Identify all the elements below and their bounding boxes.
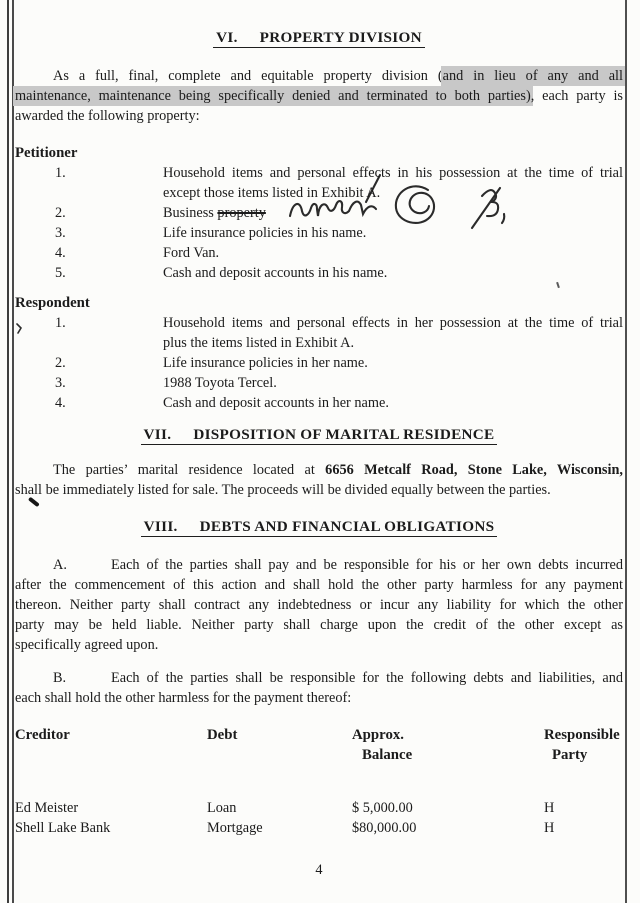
- residence-paragraph: [15, 460, 623, 500]
- page-border-right: [625, 0, 627, 903]
- petitioner-label: Petitioner: [15, 145, 78, 161]
- debt-table-rows: [15, 798, 623, 838]
- highlighted-text: maintenance, maintenance being specifically denied and terminated to both parties): [15, 88, 531, 104]
- document-content: [15, 0, 623, 880]
- list-item: [15, 313, 623, 353]
- respondent-list: [15, 313, 623, 413]
- table-row: [15, 798, 623, 818]
- paragraph-line: awarded the following property:: [15, 108, 200, 124]
- paragraph-line: party may be held liable. Neither party shall charge upon the credit of the other except as: [15, 617, 623, 633]
- struck-out-word: property: [217, 205, 266, 221]
- list-item-number: 2.: [55, 355, 66, 371]
- column-header-party: Responsible Party: [544, 727, 620, 763]
- cell-party: H: [544, 820, 555, 836]
- paragraph-line: As a full, final, complete and equitable property division (and in lieu of any and all: [53, 68, 623, 84]
- paragraph-line: thereon. Neither party shall contract any indebtedness or incur any liability for which the other: [15, 597, 623, 613]
- section-number: VIII.: [143, 518, 178, 535]
- list-item: [15, 163, 623, 203]
- page-number: 4: [315, 862, 323, 878]
- list-item-number: 4.: [55, 395, 66, 411]
- highlighted-text: and in lieu of any and all: [442, 68, 623, 84]
- list-item-text: 1988 Toyota Tercel.: [163, 375, 277, 391]
- paragraph-line: maintenance, maintenance being specifically denied and terminated to both parties), each party is: [15, 88, 623, 104]
- paragraph-label: A.: [53, 557, 67, 573]
- cell-balance: $80,000.00: [352, 820, 417, 836]
- section-heading-viii: [15, 517, 623, 537]
- section-number: VII.: [143, 426, 172, 443]
- cell-balance: $ 5,000.00: [352, 800, 413, 816]
- list-item: [15, 223, 623, 243]
- section-title: DEBTS AND FINANCIAL OBLIGATIONS: [199, 518, 495, 535]
- list-item: [15, 353, 623, 373]
- debts-paragraph-b: [15, 668, 623, 708]
- list-item: [15, 263, 623, 283]
- respondent-label: Respondent: [15, 295, 90, 311]
- debts-paragraph-a: [15, 555, 623, 655]
- list-item-text: Ford Van.: [163, 245, 220, 261]
- list-item-number: 3.: [55, 375, 66, 391]
- list-item-text: Business property: [163, 205, 266, 221]
- page-border-left-inner: [12, 0, 14, 903]
- debt-table-header: [15, 725, 623, 765]
- list-item-text: Life insurance policies in her name.: [163, 355, 368, 371]
- paragraph-line: B. Each of the parties shall be responsible for the following debts and liabilities, and: [53, 670, 623, 686]
- paragraph-line: each shall hold the other harmless for the payment thereof:: [15, 690, 352, 706]
- cell-creditor: Ed Meister: [15, 800, 79, 816]
- list-item-number: 3.: [55, 225, 66, 241]
- paragraph-line: shall be immediately listed for sale. The proceeds will be divided equally between the parties.: [15, 482, 551, 498]
- page-border-left-outer: [7, 0, 9, 903]
- section-heading-vi: [15, 28, 623, 48]
- list-item-number: 5.: [55, 265, 66, 281]
- list-item-number: 1.: [55, 315, 66, 331]
- list-item-text: Life insurance policies in his name.: [163, 225, 367, 241]
- column-header-creditor: Creditor: [15, 727, 70, 743]
- list-item-text: Cash and deposit accounts in her name.: [163, 395, 389, 411]
- list-item-number: 1.: [55, 165, 66, 181]
- section-title: PROPERTY DIVISION: [259, 29, 422, 46]
- list-item: [15, 243, 623, 263]
- list-item-text: plus the items listed in Exhibit A.: [163, 335, 355, 351]
- cell-debt: Loan: [207, 800, 237, 816]
- list-item: [15, 373, 623, 393]
- section-heading-vii: [15, 425, 623, 445]
- paragraph-label: B.: [53, 670, 67, 686]
- list-item-text: Household items and personal effects in his possession at the time of trial: [163, 165, 623, 181]
- paragraph-line: The parties’ marital residence located at 6656 Metcalf Road, Stone Lake, Wisconsin,: [53, 462, 623, 478]
- section-title: DISPOSITION OF MARITAL RESIDENCE: [193, 426, 495, 443]
- cell-debt: Mortgage: [207, 820, 263, 836]
- section-number: VI.: [216, 29, 238, 46]
- list-item: [15, 393, 623, 413]
- intro-paragraph: [15, 66, 623, 126]
- residence-address: 6656 Metcalf Road, Stone Lake, Wisconsin,: [325, 462, 623, 478]
- column-header-balance: Approx. Balance: [352, 727, 413, 763]
- list-item-number: 4.: [55, 245, 66, 261]
- list-item-text: Household items and personal effects in her possession at the time of trial: [163, 315, 623, 331]
- paragraph-line: A. Each of the parties shall pay and be responsible for his or her own debts incurred: [53, 557, 623, 573]
- list-item-number: 2.: [55, 205, 66, 221]
- cell-creditor: Shell Lake Bank: [15, 820, 111, 836]
- cell-party: H: [544, 800, 555, 816]
- table-row: [15, 818, 623, 838]
- list-item-text: Cash and deposit accounts in his name.: [163, 265, 388, 281]
- petitioner-list: [15, 163, 623, 283]
- paragraph-line: after the commencement of this action and shall hold the other party harmless for any payment: [15, 577, 623, 593]
- list-item-text: except those items listed in Exhibit A.: [163, 185, 381, 201]
- column-header-debt: Debt: [207, 727, 238, 743]
- paragraph-line: specifically agreed upon.: [15, 637, 159, 653]
- list-item: [15, 203, 623, 223]
